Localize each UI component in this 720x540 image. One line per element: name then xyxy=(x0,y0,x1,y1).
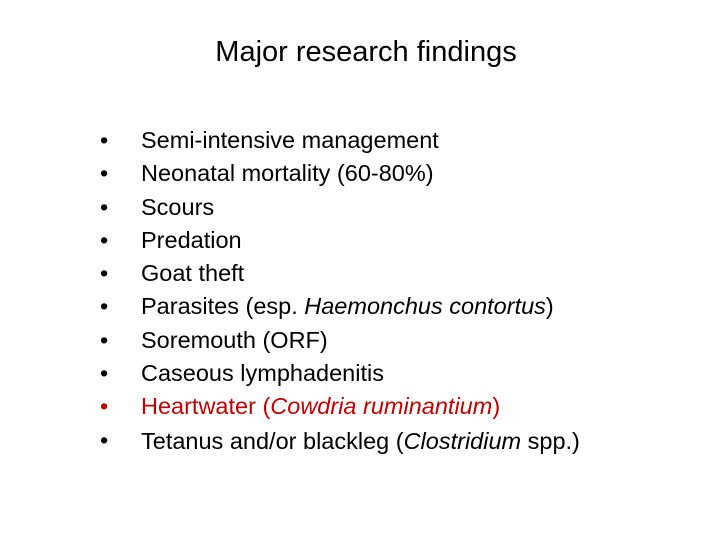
bullet-icon: • xyxy=(100,226,109,253)
list-item-neonatal-mortality xyxy=(100,157,700,190)
text-plain: Parasites (esp. xyxy=(141,293,305,320)
list-item-text: Caseous lymphadenitis xyxy=(141,360,384,387)
list-item-semi-intensive-management xyxy=(100,124,700,157)
list-item-text xyxy=(141,290,700,323)
bullet-icon: • xyxy=(100,293,109,320)
list-item-text: Predation xyxy=(141,226,242,253)
text-plain: Heartwater ( xyxy=(141,393,271,420)
findings-list xyxy=(100,124,700,454)
bullet-icon: • xyxy=(100,160,109,187)
list-item-soremouth xyxy=(100,324,700,357)
list-item-scours xyxy=(100,191,700,224)
bullet-icon: • xyxy=(100,260,109,287)
text-plain: Tetanus and/or blackleg ( xyxy=(141,427,404,454)
list-item-text: Semi-intensive management xyxy=(141,127,439,153)
text-plain: ) xyxy=(545,293,554,320)
bullet-icon: • xyxy=(100,326,109,353)
bullet-icon: • xyxy=(100,193,109,220)
bullet-icon: • xyxy=(100,127,109,153)
list-item-caseous-lymphadenitis xyxy=(100,357,700,390)
list-item-text: Goat theft xyxy=(141,260,245,287)
list-item-predation xyxy=(100,224,700,257)
bullet-icon: • xyxy=(100,393,109,420)
list-item-text: Scours xyxy=(141,193,215,220)
bullet-icon: • xyxy=(100,426,109,453)
bullet-icon: • xyxy=(100,360,109,387)
list-item-parasites xyxy=(100,290,700,323)
list-item-goat-theft xyxy=(100,257,700,290)
scientific-name: Clostridium xyxy=(403,427,522,454)
list-item-text xyxy=(141,424,700,454)
scientific-name: Haemonchus contortus xyxy=(304,293,546,320)
list-item-text: Neonatal mortality (60-80%) xyxy=(141,160,434,187)
list-item-tetanus-blackleg xyxy=(100,424,700,454)
scientific-name: Cowdria ruminantium xyxy=(270,393,493,420)
list-item-text xyxy=(141,390,700,423)
slide-title: Major research findings xyxy=(215,36,517,68)
text-plain: spp.) xyxy=(521,427,580,454)
text-plain: ) xyxy=(492,393,501,420)
list-item-heartwater xyxy=(100,390,700,423)
list-item-text: Soremouth (ORF) xyxy=(141,326,328,353)
